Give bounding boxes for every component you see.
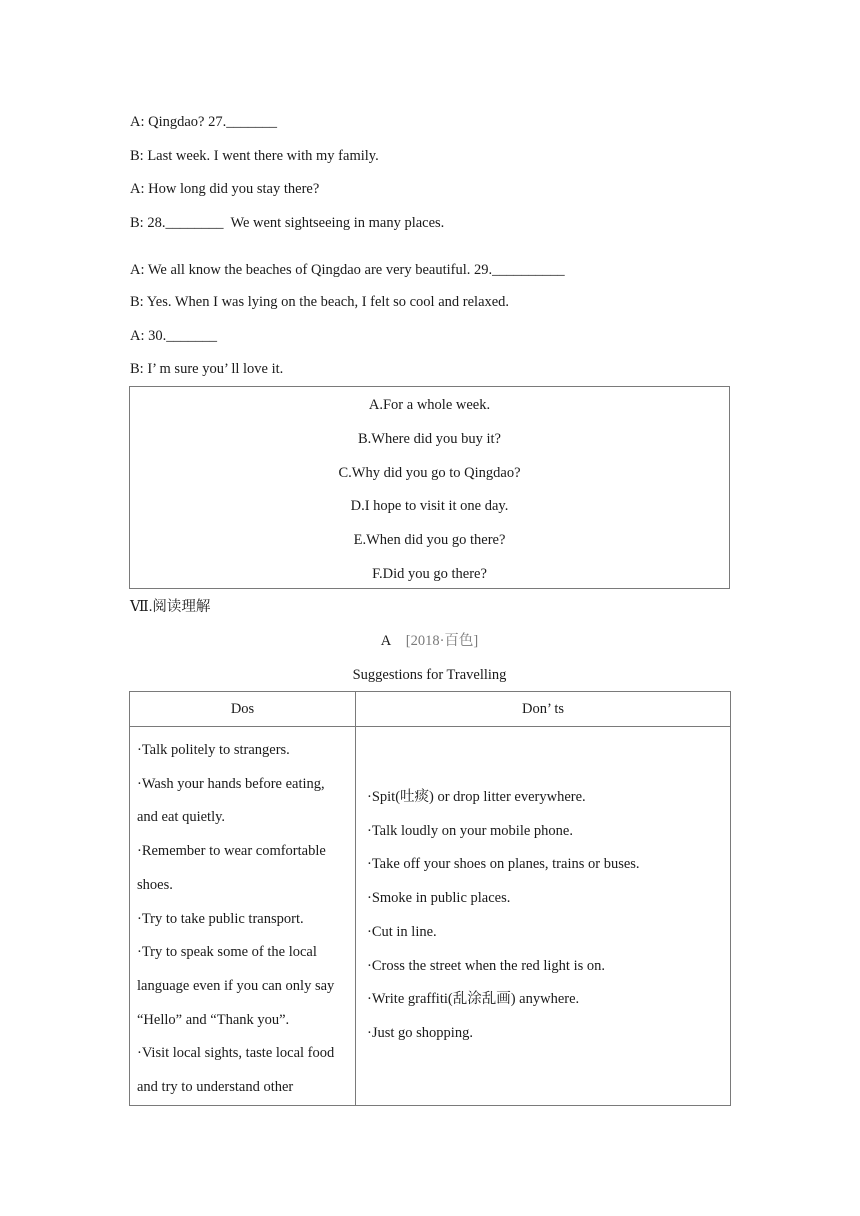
donts-item: ·Spit(吐痰) or drop litter everywhere. (367, 789, 586, 805)
dos-line: and eat quietly. (137, 809, 226, 826)
dialogue-line-8: B: I’ m sure you’ ll love it. (130, 361, 284, 377)
option-e: E.When did you go there? (353, 532, 506, 548)
section-heading: Ⅶ.阅读理解 (130, 599, 211, 615)
dos-line: and try to understand other (137, 1079, 294, 1096)
passage-source: [2018·百色] (405, 633, 479, 649)
dos-line: “Hello” and “Thank you”. (137, 1011, 290, 1028)
dos-line: ·Try to take public transport. (137, 910, 304, 927)
header-dos: Dos (130, 692, 356, 727)
dos-line: ·Remember to wear comfortable (137, 843, 326, 860)
option-a: A.For a whole week. (368, 397, 491, 413)
donts-item: ·Cross the street when the red light is on. (367, 957, 605, 974)
donts-item: ·Cut in line. (367, 923, 437, 940)
dialogue-line-7: A: 30._______ (130, 328, 217, 344)
donts-cell (356, 727, 731, 1106)
dos-line: shoes. (137, 876, 173, 893)
options-box (129, 386, 730, 589)
dos-line: ·Wash your hands before eating, (137, 775, 325, 792)
dialogue-line-4: B: 28.________ We went sightseeing in many places. (130, 215, 445, 231)
dialogue-line-6: B: Yes. When I was lying on the beach, I felt so cool and relaxed. (130, 294, 510, 310)
option-d: D.I hope to visit it one day. (350, 498, 509, 514)
suggestions-table (129, 691, 731, 1106)
dos-line: ·Visit local sights, taste local food (137, 1045, 335, 1062)
dialogue-line-2: B: Last week. I went there with my family. (130, 148, 379, 164)
option-b: B.Where did you buy it? (358, 431, 501, 447)
passage-heading (129, 631, 730, 651)
option-c: C.Why did you go to Qingdao? (338, 465, 521, 481)
donts-item: ·Talk loudly on your mobile phone. (367, 822, 573, 839)
dialogue-line-3: A: How long did you stay there? (130, 181, 320, 197)
dos-line: ·Try to speak some of the local (137, 944, 317, 961)
donts-item: ·Just go shopping. (367, 1024, 473, 1041)
dos-line: ·Talk politely to strangers. (137, 742, 290, 758)
table-header-row (130, 692, 731, 727)
header-donts: Don’ ts (356, 692, 731, 727)
dos-cell (130, 727, 356, 1106)
dialogue-line-5: A: We all know the beaches of Qingdao are very beautiful. 29.__________ (130, 262, 565, 278)
option-f: F.Did you go there? (372, 566, 487, 582)
donts-item: ·Smoke in public places. (367, 890, 511, 907)
dos-line: language even if you can only say (137, 977, 335, 994)
table-row (130, 727, 731, 1106)
passage-label: A (380, 633, 392, 649)
passage-title: Suggestions for Travelling (352, 667, 507, 683)
donts-item: ·Write graffiti(乱涂乱画) anywhere. (367, 991, 580, 1008)
donts-item: ·Take off your shoes on planes, trains or buses. (367, 856, 640, 873)
dialogue-line-1: A: Qingdao? 27._______ (130, 114, 277, 130)
